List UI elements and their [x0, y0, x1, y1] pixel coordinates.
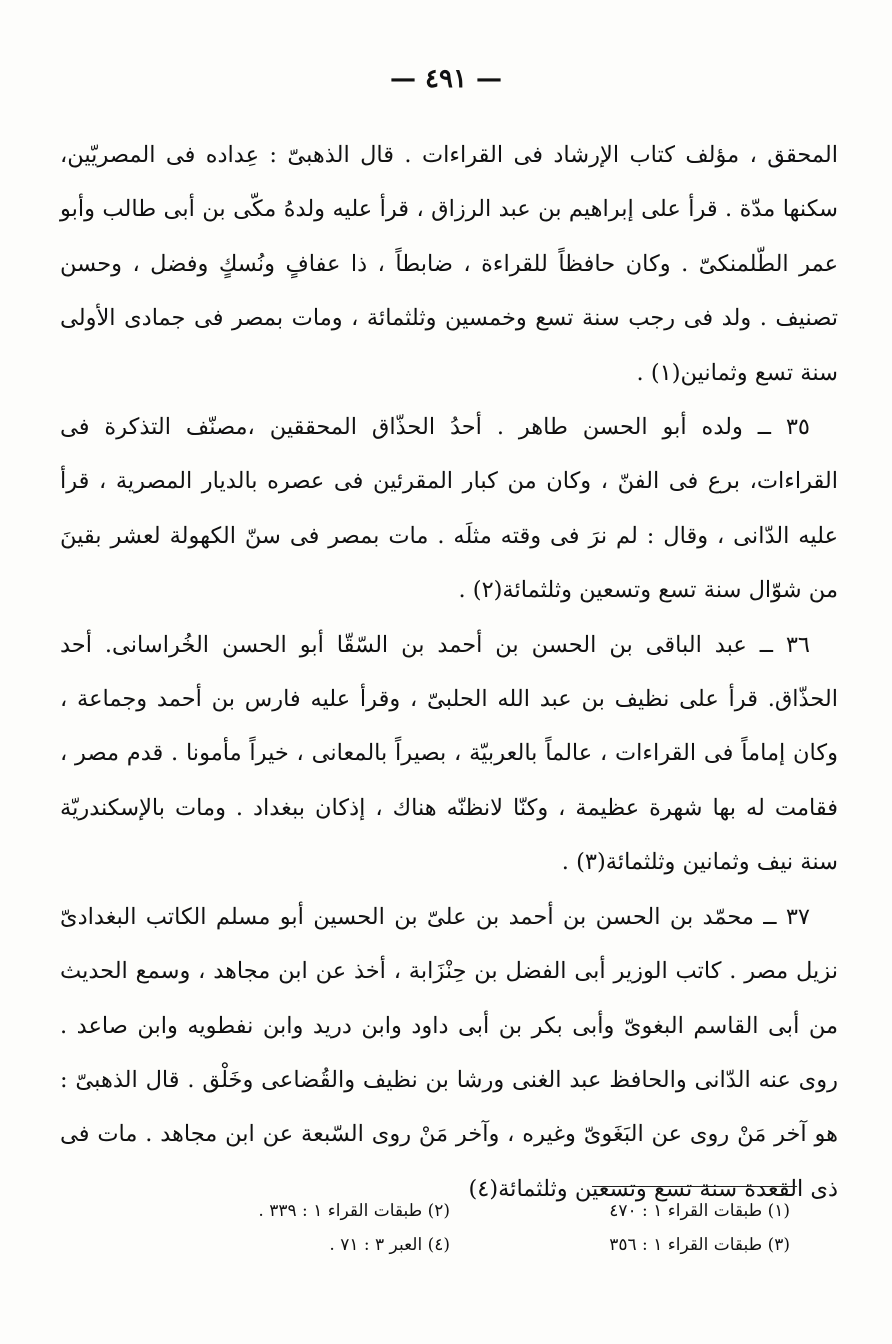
footnote-2: (٢) طبقات القراء ١ : ٣٣٩ . [258, 1201, 450, 1221]
page-number: — ٤٩١ — [389, 64, 503, 94]
paragraph-entry-35: ٣٥ ــ ولده أبو الحسن طاهر . أحدُ الحذّاق المحققين ،مصنّف التذكرة فى القراءات، برع فى الفنّ ، وكان من كبار المقرئين فى عصره بالديار المصرية ، قرأ عليه الدّانى ، وقال : لم نرَ فى وقته مثلَه . مات بمصر فى سنّ الكهولة لعشر بقينَ من شوّال سنة تسع وتسعين وثلثمائة(٢) . [60, 414, 838, 604]
footnote-1: (١) طبقات القراء ١ : ٤٧٠ [609, 1201, 790, 1221]
paragraph-entry-37: ٣٧ ــ محمّد بن الحسن بن أحمد بن علىّ بن الحسين أبو مسلم الكاتب البغدادىّ نزيل مصر . كاتب الوزير أبى الفضل بن حِنْزَابة ، أخذ عن ابن مجاهد ، وسمع الحديث من أبى القاسم البغوىّ وأبى بكر بن أبى داود وابن دريد وابن نفطويه وابن صاعد . روى عنه الدّانى والحافظ عبد الغنى ورشا بن نظيف والقُضاعى وخَلْق . قال الذهبىّ : هو آخر مَنْ روى عن البَغَوىّ وغيره ، وآخر مَنْ روى السّبعة عن ابن مجاهد . مات فى ذى القعدة سنة تسع وتسعين وثلثمائة(٤) [60, 903, 838, 1202]
paragraph-continued-entry: المحقق ، مؤلف كتاب الإرشاد فى القراءات . قال الذهبىّ : عِداده فى المصريّين، سكنها مدّة . قرأ على إبراهيم بن عبد الرزاق ، قرأ عليه ولدهُ مكّى بن أبى طالب وأبو عمر الطّلمنكىّ . وكان حافظاً للقراءة ، ضابطاً ، ذا عفافٍ ونُسكٍ وفضل ، وحسن تصنيف . ولد فى رجب سنة تسع وخمسين وثلثمائة ، ومات بمصر فى جمادى الأولى سنة تسع وثمانين(١) . [60, 142, 838, 386]
footnote-4: (٤) العبر ٣ : ٧١ . [329, 1235, 450, 1255]
footnote-row [150, 1228, 790, 1262]
footnotes [150, 1194, 790, 1262]
main-text [60, 128, 838, 1216]
footnote-divider [592, 1186, 797, 1187]
footnote-row [150, 1194, 790, 1228]
footnote-3: (٣) طبقات القراء ١ : ٣٥٦ [609, 1235, 790, 1255]
paragraph-entry-36: ٣٦ ــ عبد الباقى بن الحسن بن أحمد بن السّقّا أبو الحسن الخُراسانى. أحد الحذّاق. قرأ على نظيف بن عبد الله الحلبىّ ، وقرأ عليه فارس بن أحمد وجماعة ، وكان إماماً فى القراءات ، عالماً بالعربيّة ، بصيراً بالمعانى ، خيراً مأمونا . قدم مصر ، فقامت له بها شهرة عظيمة ، وكنّا لانظنّه هناك ، إذكان ببغداد . ومات بالإسكندريّة سنة نيف وثمانين وثلثمائة(٣) . [60, 631, 838, 876]
